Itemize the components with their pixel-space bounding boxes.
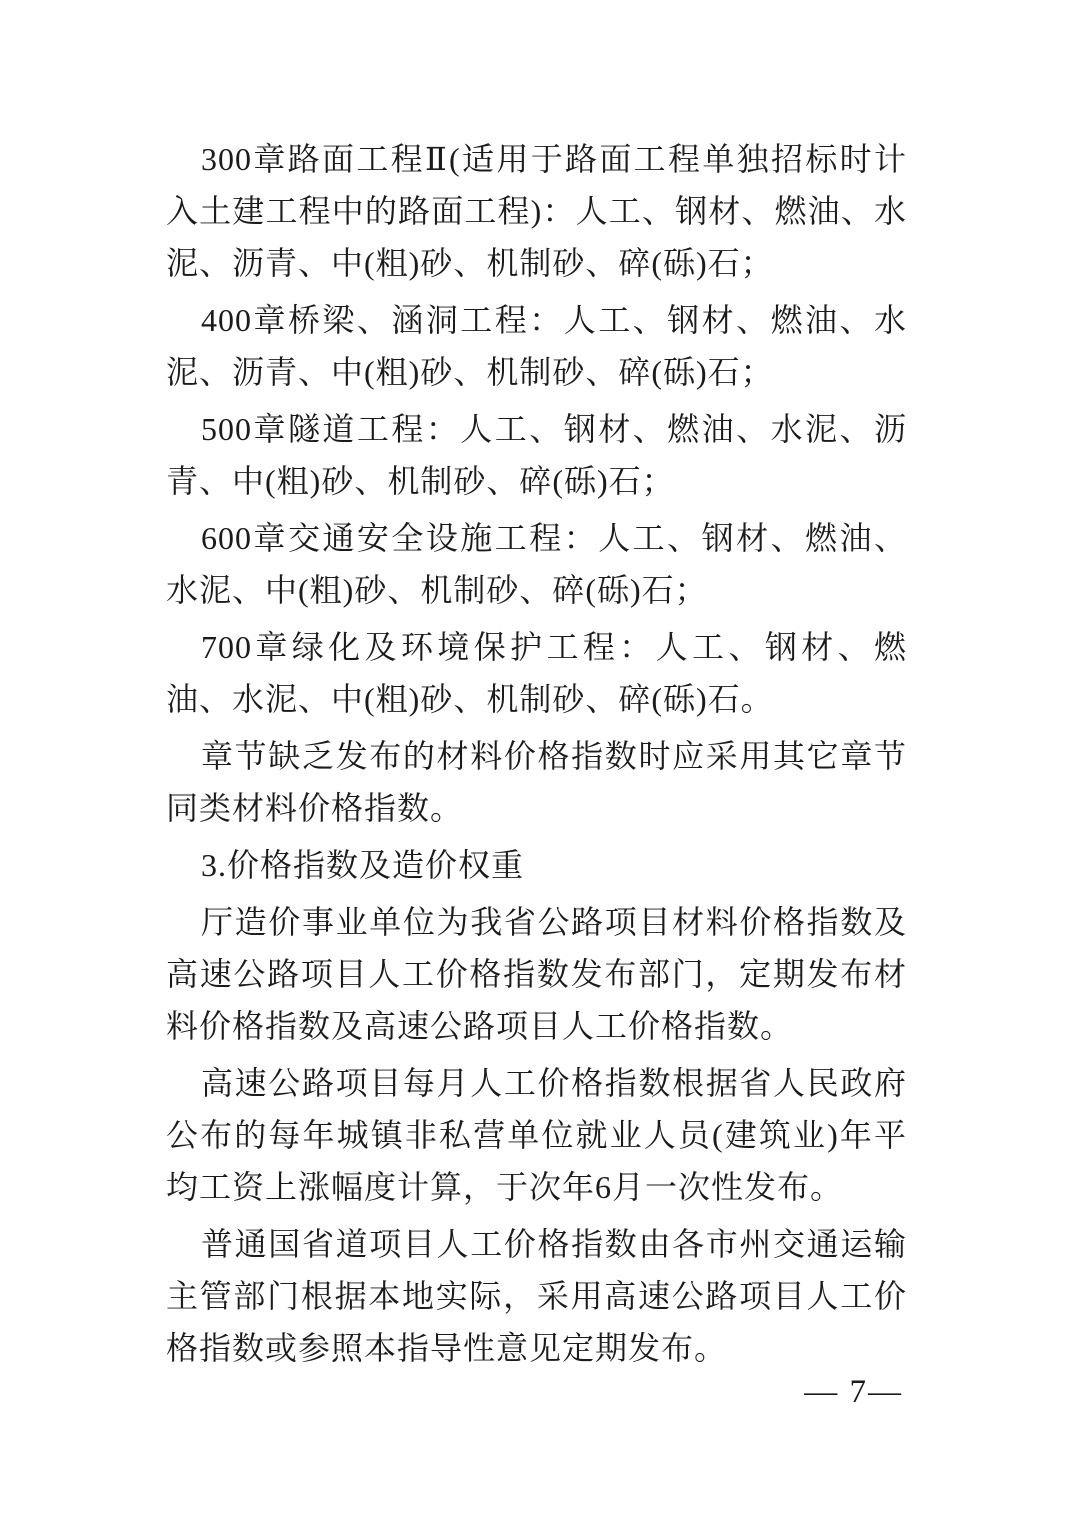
page-number: — 7— (804, 1374, 903, 1410)
page-footer (804, 1372, 903, 1412)
paragraph-chapter-400-bridge-culvert: 400章桥梁、涵洞工程：人工、钢材、燃油、水泥、沥青、中(粗)砂、机制砂、碎(砾)石； (166, 302, 907, 390)
paragraph-index-publisher: 厅造价事业单位为我省公路项目材料价格指数及高速公路项目人工价格指数发布部门，定期发布材料价格指数及高速公路项目人工价格指数。 (166, 904, 907, 1044)
paragraph-chapter-700-greening-environment: 700章绿化及环境保护工程：人工、钢材、燃油、水泥、中(粗)砂、机制砂、碎(砾)石。 (166, 629, 907, 717)
paragraph-expressway-labor-index: 高速公路项目每月人工价格指数根据省人民政府公布的每年城镇非私营单位就业人员(建筑业)年平均工资上涨幅度计算，于次年6月一次性发布。 (166, 1065, 907, 1205)
paragraph-national-provincial-road-labor-index: 普通国省道项目人工价格指数由各市州交通运输主管部门根据本地实际，采用高速公路项目人工价格指数或参照本指导性意见定期发布。 (166, 1226, 907, 1366)
paragraph-chapter-600-traffic-safety: 600章交通安全设施工程：人工、钢材、燃油、水泥、中(粗)砂、机制砂、碎(砾)石； (166, 520, 907, 608)
paragraph-chapter-500-tunnel: 500章隧道工程：人工、钢材、燃油、水泥、沥青、中(粗)砂、机制砂、碎(砾)石； (166, 411, 907, 499)
section-3-heading: 3.价格指数及造价权重 (201, 847, 525, 883)
paragraph-missing-index-note: 章节缺乏发布的材料价格指数时应采用其它章节同类材料价格指数。 (166, 738, 907, 826)
paragraph-chapter-300-pavement: 300章路面工程Ⅱ(适用于路面工程单独招标时计入土建工程中的路面工程)：人工、钢材、燃油、水泥、沥青、中(粗)砂、机制砂、碎(砾)石； (166, 141, 907, 281)
document-body (166, 133, 907, 1379)
